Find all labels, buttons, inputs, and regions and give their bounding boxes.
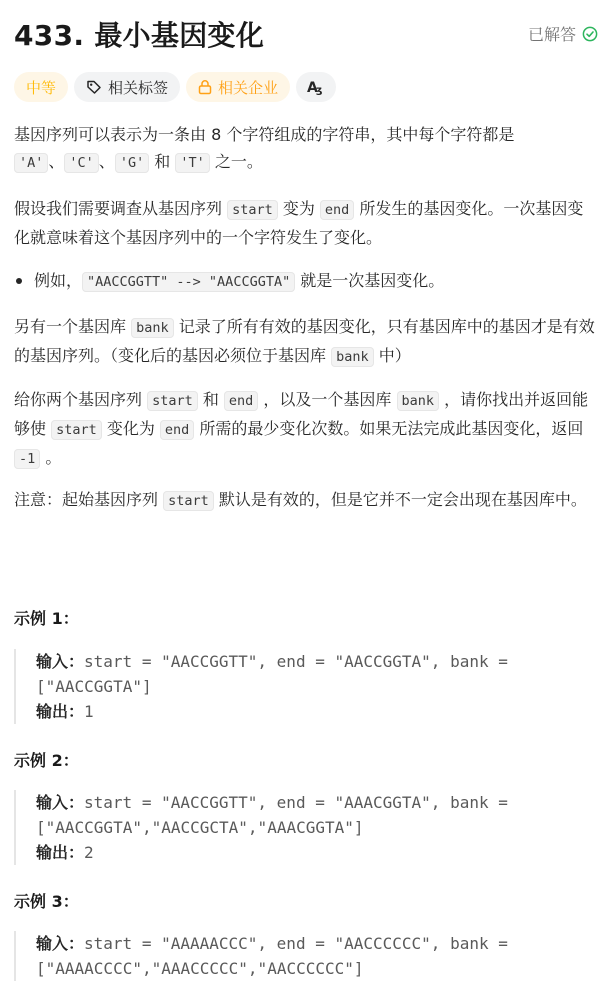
svg-text:A: A [307, 80, 318, 96]
description-paragraph-2: 假设我们需要调查从基因序列 start 变为 end 所发生的基因变化。一次基因变化就意味着这个基因序列中的一个字符发生了变化。 [14, 199, 584, 247]
inline-code: -1 [14, 449, 40, 469]
inline-code: bank [397, 391, 440, 411]
related-tags-button[interactable] [74, 72, 180, 102]
example-2-block [14, 790, 598, 865]
note-paragraph: 注意：起始基因序列 start 默认是有效的，但是它并不一定会出现在基因库中。 [14, 490, 587, 509]
difficulty-label: 中等 [26, 78, 57, 97]
inline-code: start [227, 200, 278, 220]
input-value-continued: ["AAAACCCC","AAACCCCC","AACCCCCC"] [36, 959, 364, 978]
inline-code: end [224, 391, 258, 411]
inline-code: start [163, 491, 214, 511]
example-3-title: 示例 3： [14, 892, 79, 911]
description-paragraph-3: 另有一个基因库 bank 记录了所有有效的基因变化，只有基因库中的基因才是有效的基因序列。（变化后的基因必须位于基因库 bank 中） [14, 317, 595, 365]
input-value: start = "AACCGGTT", end = "AACCGGTA", bank = [84, 652, 508, 671]
input-label: 输入： [36, 652, 85, 671]
input-label: 输入： [36, 934, 85, 953]
inline-code: bank [131, 318, 174, 338]
tag-bar [14, 72, 336, 102]
description-paragraph-4: 给你两个基因序列 start 和 end ，以及一个基因库 bank ，请你找出并返回能够使 start 变化为 end 所需的最少变化次数。如果无法完成此基因变化，返回 -1 。 [14, 390, 589, 467]
difficulty-badge[interactable] [14, 72, 68, 102]
bullet-dot [16, 278, 22, 284]
related-tags-label: 相关标签 [108, 78, 169, 97]
inline-code: start [51, 420, 102, 440]
output-value: 2 [84, 843, 94, 862]
input-value: start = "AACCGGTT", end = "AAACGGTA", bank = [84, 793, 508, 812]
svg-text:ʒ: ʒ [316, 85, 323, 96]
lock-icon [198, 79, 212, 95]
inline-code: start [147, 391, 198, 411]
inline-code: 'G' [115, 153, 149, 173]
inline-code: 'C' [64, 153, 98, 173]
input-value: start = "AAAAACCC", end = "AACCCCCC", bank = [84, 934, 508, 953]
translate-icon [306, 78, 326, 96]
output-value: 1 [84, 702, 94, 721]
inline-code: end [320, 200, 354, 220]
inline-code: "AACCGGTT" --> "AACCGGTA" [82, 272, 295, 292]
inline-code: bank [331, 347, 374, 367]
solved-label: 已解答 [527, 25, 576, 44]
translate-button[interactable] [296, 72, 336, 102]
input-value-continued: ["AACCGGTA"] [36, 677, 152, 696]
problem-header [14, 12, 598, 56]
example-2-title: 示例 2： [14, 751, 79, 770]
example-3-block [14, 931, 598, 981]
check-circle-icon [582, 26, 598, 42]
related-companies-button[interactable] [186, 72, 290, 102]
input-label: 输入： [36, 793, 85, 812]
output-label: 输出： [36, 702, 85, 721]
inline-code: 'A' [14, 153, 48, 173]
example-1-block [14, 649, 598, 724]
inline-code: end [160, 420, 194, 440]
inline-code: 'T' [175, 153, 209, 173]
problem-title: 433. 最小基因变化 [14, 19, 265, 52]
solved-status [528, 22, 598, 45]
output-label: 输出： [36, 843, 85, 862]
tag-icon [86, 79, 102, 95]
related-companies-label: 相关企业 [218, 78, 279, 97]
example-1-title: 示例 1： [14, 609, 79, 628]
description-paragraph-1: 基因序列可以表示为一条由 8 个字符组成的字符串，其中每个字符都是 'A' 、 'C' 、 'G' 和 'T' 之一。 [14, 125, 515, 171]
input-value-continued: ["AACCGGTA","AACCGCTA","AAACGGTA"] [36, 818, 364, 837]
